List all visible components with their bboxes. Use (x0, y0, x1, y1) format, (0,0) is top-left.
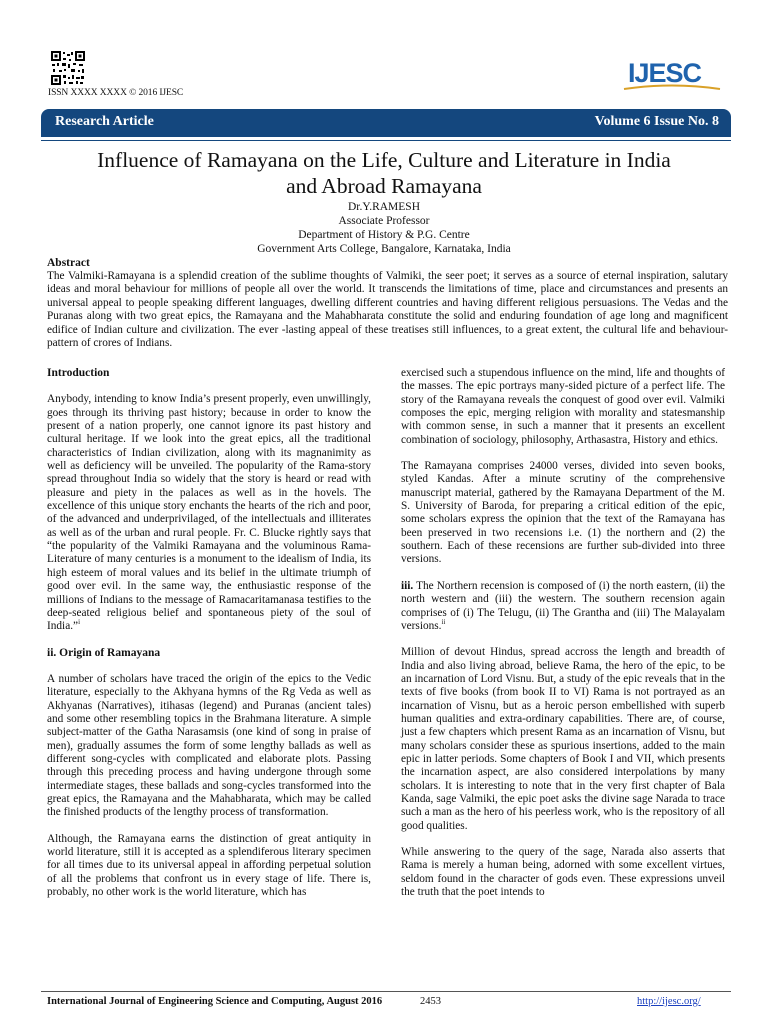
right-column (401, 367, 725, 912)
footer-page-number: 2453 (420, 996, 441, 1007)
introduction-heading: Introduction (47, 367, 110, 379)
author-block (40, 200, 728, 256)
northern-recension-paragraph: iii. The Northern recension is composed of (i) the north eastern, (ii) the north western and (iii) the western. The southern recension again comprises of (i) The Telugu, (ii) The Grantha and (iii) The Malayalam versions.$^{ii}$ (401, 579, 725, 632)
section-label-iii: iii. (401, 579, 414, 592)
origin-heading: ii. Origin of Ramayana (47, 646, 161, 659)
article-banner (41, 109, 731, 137)
title-line-1: Influence of Ramayana on the Life, Culture and Literature in India (97, 148, 671, 172)
incarnation-paragraph: Million of devout Hindus, spread accross the length and breadth of India and also living abroad, believe Rama, the hero of the epic, to be an incarnation of Lord Visnu. But, a study of the epic reveals that in the texts of five books (from book II to VI) Rama is not portrayed as an incarnation of Visnu, but as a heroic person embellished with superb human qualities and extra-ordinary capabilities. There are, of course, just a few chapters which present Rama as an incarnation of Visnu, but many scholars consider these as spurious insertions, added to the main epic in latter periods. Some chapters of Book I and VII, which presents the incarnation aspect, are also considered interpolations by many scholars. It is interesting to note that in the very first chapter of Bala Kanda, sage Valmiki, the epic poet asks the divine sage Narada to trace such a man as the hero of his peerless work, who is the repository of all good qualities. (401, 646, 725, 832)
journal-logo (618, 56, 730, 96)
narada-paragraph: While answering to the query of the sage, Narada also asserts that Rama is merely a human being, adorned with some excellent virtues, seldom found in the character of gods even. These expressions unveil the truth that the poet intends to (401, 846, 725, 899)
paper-title (40, 147, 728, 199)
footnote-ref-ii: ii (441, 618, 446, 627)
author-department: Department of History & P.G. Centre (298, 229, 470, 241)
banner-divider (41, 140, 731, 141)
qr-code (50, 50, 86, 86)
author-college: Government Arts College, Bangalore, Karnataka, India (257, 243, 511, 255)
journal-link[interactable]: http://ijesc.org/ (637, 996, 701, 1007)
article-type: Research Article (55, 114, 154, 129)
author-name: Dr.Y.RAMESH (348, 201, 420, 213)
volume-issue: Volume 6 Issue No. 8 (594, 114, 719, 129)
recensions-paragraph: The Ramayana comprises 24000 verses, divided into seven books, styled Kandas. After a minute scrutiny of the comprehensive manuscript material, gathered by the Ramayana Department of the M. S. University of Baroda, for preparing a critical edition of the epic, some scholars express the opinion that the text of the Ramayana has been preserved in two recensions i.e. (1) the northern and (2) the southern. Each of these recensions are further sub-divided into three versions. (401, 460, 725, 566)
abstract-text: The Valmiki-Ramayana is a splendid creation of the sublime thoughts of Valmiki, the seer poet; it serves as a source of eternal inspiration, salutary ideas and moral behaviour for millions of people all over the world. It transcends the limitations of time, place and circumstances and presents an universal appeal to people speaking different languages, dwelling different countries and having different religious persuasions. The Vedas and the Puranas along with two great epics, the Ramayana and the Mahabharata constitute the solid and enduring foundation of age long and magnificent edifice of Indian culture and civilization. The ever -lasting appeal of these treatises still influences, to a great extent, the cultural life and behaviour-pattern of crores of Indians. (47, 270, 728, 350)
footer-url (637, 996, 701, 1007)
introduction-paragraph: Anybody, intending to know India’s present properly, even unwillingly, goes through its thriving past history; because in order to know the present of a nation properly, one cannot ignore its past history and cultural heritage. If we look into the great epics, all the traditional characteristics of Indian civilization, along with its magnanimity as well as deficiency will be unveiled. The popularity of the Rama-story spread throughout India so widely that the story is heard or read with pleasure and piety in the palaces as well as in the hovels. The excellence of this unique story enchants the hearts of the rich and poor, of the advanced and underprivilaged, of the intellectuals and illiterates as well as of the urban and rural people. Fr. C. Blucke rightly says that “the popularity of the Valmiki Ramayana and the voluminous Rama-Literature of many centuries is a monument to the idealism of India, its high esteem of moral values and its belief in the ultimate triumph of good over evil. In the same way, the enthusiastic response of the millions of Indians to the message of Ramacaritamanasa testifies to the deep-seated religious belief and spontaneous piety of the soul of India.”$^i$ (47, 393, 371, 633)
title-line-2: and Abroad Ramayana (286, 174, 482, 198)
footer-journal: International Journal of Engineering Science and Computing, August 2016 (47, 996, 383, 1007)
footnote-ref-i: i (78, 618, 81, 627)
abstract-heading: Abstract (47, 257, 90, 269)
although-paragraph: Although, the Ramayana earns the distinction of great antiquity in world literature, still it is accepted as a splendiferous literary specimen for all times due to its universal appeal in affording perpetual solution of all the problems that confront us in every stage of life. There is, probably, no other work is the world literature, which has (47, 832, 371, 899)
issn-line: ISSN XXXX XXXX © 2016 IJESC (48, 88, 184, 98)
author-position: Associate Professor (338, 215, 430, 227)
left-column (47, 367, 371, 912)
footer-divider (41, 991, 731, 992)
influence-paragraph: exercised such a stupendous influence on the mind, life and thoughts of the masses. The epic portrays many-sided picture of a perfect life. The story of the Ramayana reveals the conquest of good over evil. Valmiki composes the epic, merging religion with morality and statesmanship with common sense, in such a manner that it presents an excellent combination of sociology, philosophy, Arthasastra, History and ethics. (401, 367, 725, 446)
origin-paragraph: A number of scholars have traced the origin of the epics to the Vedic literature, especially to the Akhyana hymns of the Rg Veda as well as Akhyanas (Narratives), itihasas (legend) and Puranas (ancient tales) and some other resembling topics in the Brahmana literature. A simple subject-matter of the Gatha Narasamsis (one kind of song in praise of men), gradually assumes the form of some lengthy ballads as well as different song-cycles with complicated and elaborate plots. Passing through this preceding process and having undergone through some intermediate stages, these ballads and song-cycles transformed into the great epics, the Ramayana and the Mahabharata, which may be called the finished products of the lengthy process of transformation. (47, 672, 371, 819)
logo-text: IJESC (628, 58, 702, 88)
logo-swoosh-icon (622, 84, 722, 94)
